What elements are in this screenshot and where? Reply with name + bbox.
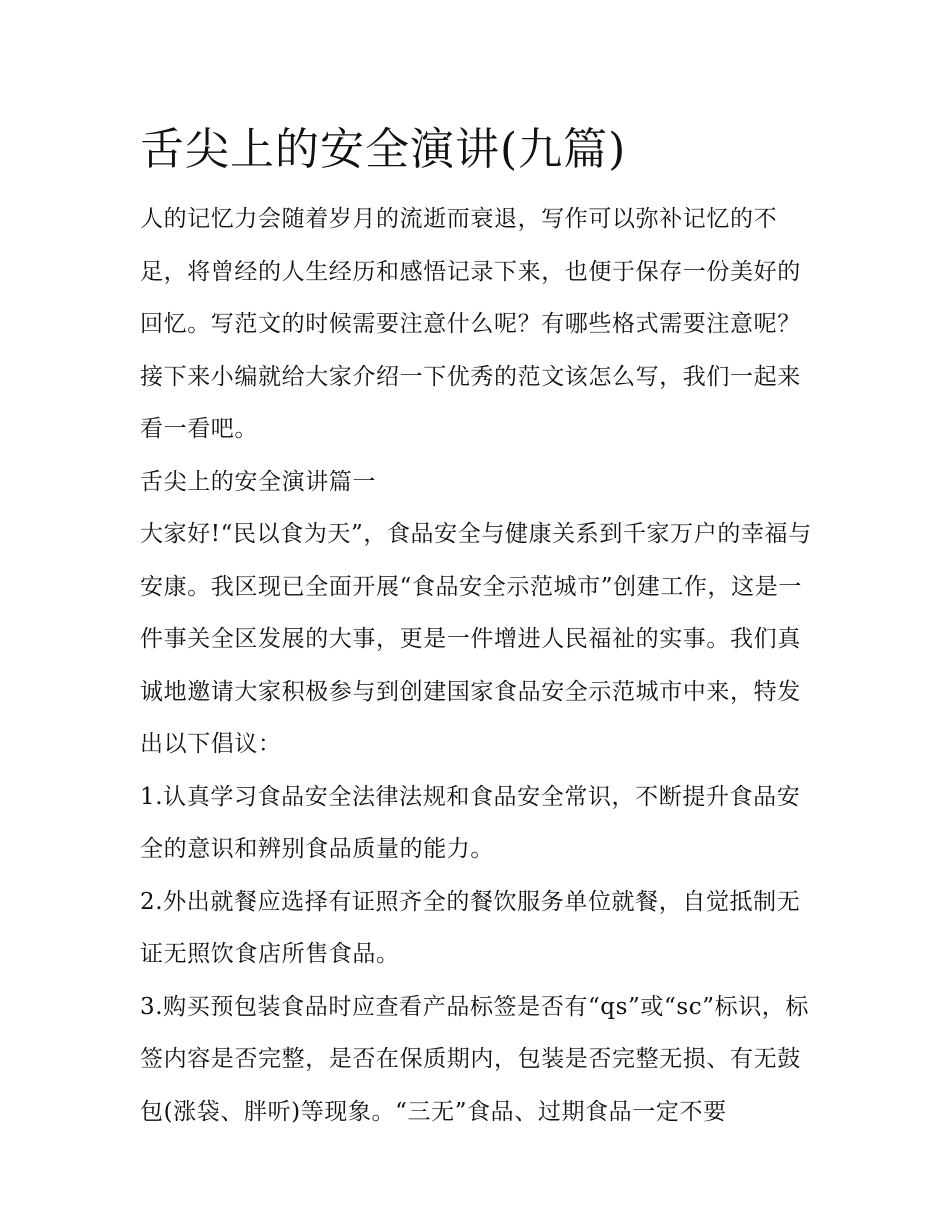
- document-title: 舌尖上的安全演讲(九篇): [140, 124, 627, 175]
- list-item-2: 2.外出就餐应选择有证照齐全的餐饮服务单位就餐，自觉抵制无证无照饮食店所售食品。: [140, 888, 801, 967]
- section-heading: 舌尖上的安全演讲篇一: [140, 468, 376, 495]
- body-paragraph: 大家好!“民以食为天”，食品安全与健康关系到千家万户的幸福与安康。我区现已全面开展“食品安全示范城市”创建工作，这是一件事关全区发展的大事，更是一件增进人民福祉的实事。我们真诚地邀请大家积极参与到创建国家食品安全示范城市中来，特发出以下倡议：: [140, 521, 812, 757]
- list-item-1: 1.认真学习食品安全法律法规和食品安全常识，不断提升食品安全的意识和辨别食品质量的能力。: [140, 783, 801, 862]
- document-body: [140, 118, 820, 1138]
- intro-paragraph: 人的记忆力会随着岁月的流逝而衰退，写作可以弥补记忆的不足，将曾经的人生经历和感悟记录下来，也便于保存一份美好的回忆。写范文的时候需要注意什么呢？有哪些格式需要注意呢？接下来小编就给大家介绍一下优秀的范文该怎么写，我们一起来看一看吧。: [140, 206, 801, 442]
- list-item-3: 3.购买预包装食品时应查看产品标签是否有“qs”或“sc”标识，标签内容是否完整，是否在保质期内，包装是否完整无损、有无鼓包(涨袋、胖听)等现象。“三无”食品、过期食品一定不要: [140, 993, 809, 1125]
